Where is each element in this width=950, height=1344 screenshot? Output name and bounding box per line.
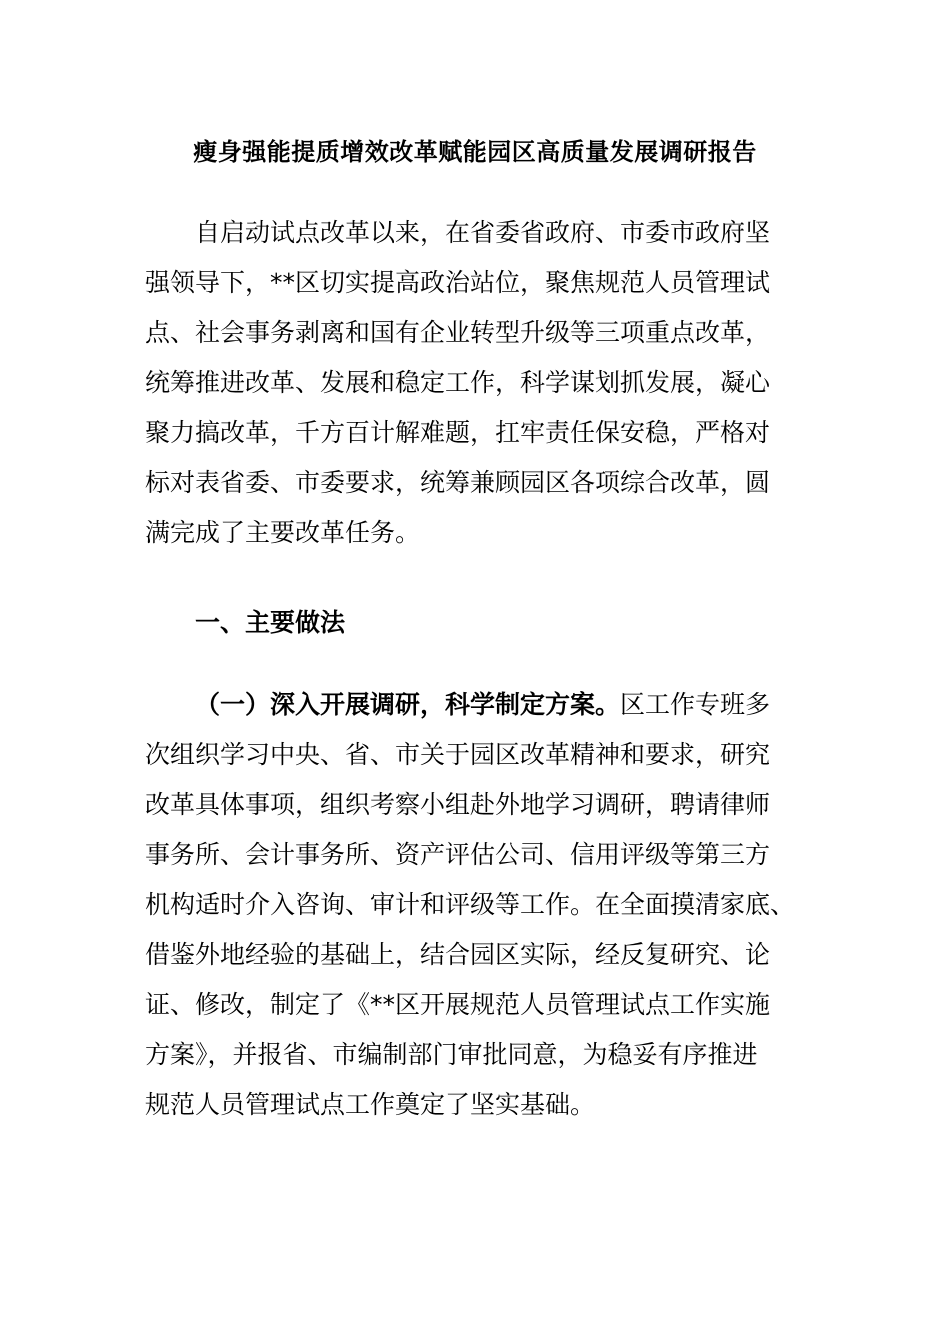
intro-paragraph xyxy=(145,208,805,558)
subsection-line: 证、修改，制定了《**区开展规范人员管理试点工作实施 xyxy=(145,990,771,1019)
subsection-line: 改革具体事项，组织考察小组赴外地学习调研，聘请律师 xyxy=(145,790,771,819)
document-title: 瘦身强能提质增效改革赋能园区高质量发展调研报告 xyxy=(193,138,757,166)
intro-line: 点、社会事务剥离和国有企业转型升级等三项重点改革， xyxy=(145,318,771,347)
section-heading: 一、主要做法 xyxy=(195,608,346,637)
intro-line: 自启动试点改革以来，在省委省政府、市委市政府坚 xyxy=(195,218,771,247)
intro-line: 满完成了主要改革任务。 xyxy=(145,518,421,547)
subsection-lead-rest: 区工作专班多 xyxy=(620,690,771,719)
subsection-lead-bold: （一）深入开展调研，科学制定方案。 xyxy=(195,690,621,719)
subsection-line: 机构适时介入咨询、审计和评级等工作。在全面摸清家底、 xyxy=(145,890,796,919)
subsection-paragraph xyxy=(145,680,805,1130)
intro-line: 强领导下，**区切实提高政治站位，聚焦规范人员管理试 xyxy=(145,268,771,297)
subsection-line: 规范人员管理试点工作奠定了坚实基础。 xyxy=(145,1090,596,1119)
subsection-line: 方案》，并报省、市编制部门审批同意，为稳妥有序推进 xyxy=(145,1040,758,1069)
intro-line: 标对表省委、市委要求，统筹兼顾园区各项综合改革，圆 xyxy=(145,468,771,497)
subsection-line: 事务所、会计事务所、资产评估公司、信用评级等第三方 xyxy=(145,840,771,869)
subsection-first-line xyxy=(145,680,805,730)
subsection-line: 次组织学习中央、省、市关于园区改革精神和要求，研究 xyxy=(145,740,771,769)
intro-line: 聚力搞改革，千方百计解难题，扛牢责任保安稳，严格对 xyxy=(145,418,771,447)
subsection-line: 借鉴外地经验的基础上，结合园区实际，经反复研究、论 xyxy=(145,940,771,969)
intro-line: 统筹推进改革、发展和稳定工作，科学谋划抓发展，凝心 xyxy=(145,368,771,397)
